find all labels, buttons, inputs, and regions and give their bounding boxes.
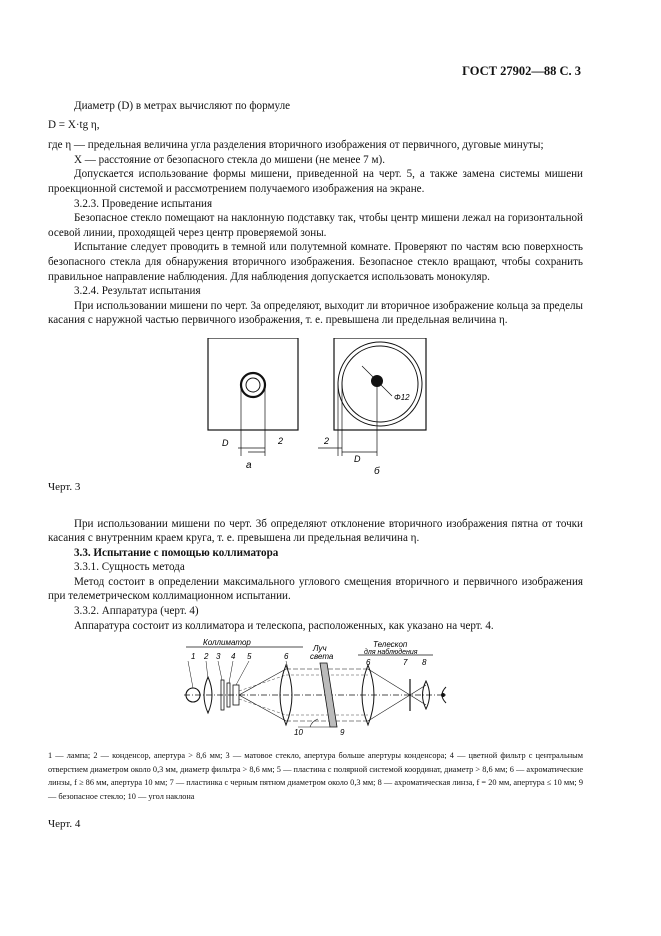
paragraph: Допускается использование формы мишени, приведенной на черт. 5, а также замена системы мишени проекционной системой и рассмотрением получаемого изображения на экране.: [48, 168, 583, 195]
target-a-inner: [246, 378, 260, 392]
paragraph: Испытание следует проводить в темной или полутемной комнате. Проверяют по частям всю поверхность безопасного стекла для обнаружения вторичного изображения. Безопасное стекло вращают, чтобы сохранить правильное направление наблюдения. Для наблюдения допускается использовать монокуляр.: [48, 241, 583, 283]
figure-3-drawing: [48, 338, 583, 478]
dim-2-label: 2: [278, 435, 284, 446]
part-4-label: 4: [231, 652, 236, 662]
figure-4-drawing: [48, 639, 583, 743]
part-2-label: 2: [204, 652, 209, 662]
phi-label: Φ12: [394, 392, 410, 402]
page-header: ГОСТ 27902—88 С. 3: [462, 64, 581, 78]
part-7-label: 7: [403, 658, 408, 668]
section-heading: 3.3. Испытание с помощью коллиматора: [74, 546, 279, 559]
part-8-label: 8: [422, 658, 427, 668]
paragraph: где η — предельная величина угла разделения вторичного изображения от первичного, дуговые минуты;: [48, 139, 544, 152]
formula: D = X·tg η,: [48, 118, 100, 131]
target-a-ring: [241, 373, 265, 397]
section-heading: 3.3.1. Сущность метода: [74, 561, 185, 574]
ray-label-2: света: [310, 652, 334, 662]
part-5-label: 5: [247, 652, 252, 662]
figure-4-caption: Черт. 4: [48, 818, 81, 831]
part-6-label: 6: [284, 652, 289, 662]
part-9-label: 9: [340, 728, 345, 738]
part-10-label: 10: [294, 728, 303, 738]
document-body: [48, 99, 583, 832]
section-heading: 3.3.2. Аппаратура (черт. 4): [74, 605, 199, 618]
paragraph: Диаметр (D) в метрах вычисляют по формуле: [74, 100, 291, 112]
paragraph: Аппаратура состоит из коллиматора и телескопа, расположенных, как указано на черт. 4.: [74, 619, 494, 632]
part-3-label: 3: [216, 652, 221, 662]
ray-label: Луч: [313, 644, 327, 654]
paragraph: Безопасное стекло помещают на наклонную подставку так, чтобы центр мишени лежал на горизонтальной осевой линии, проходящей через центр проверяемой зоны.: [48, 212, 583, 239]
figure-4-legend: 1 — лампа; 2 — конденсор, апертура > 8,6 мм; 3 — матовое стекло, апертура больше апертуры конденсора; 4 — цветной фильтр с центральным отверстием диаметром около 0,3 мм, диаметр фильтра > 8,6 мм; 5 — пластина с полярной системой координат, диаметр > 8,6 мм; 6 — ахроматические линзы, f ≥ 86 мм, апертура 10 мм; 7 — пластинка с черным пятном диаметром около 0,3 мм; 8 — ахроматическая линза, f = 20 мм, апертура ≤ 10 мм; 9 — безопасное стекло; 10 — угол наклона: [48, 751, 583, 801]
paragraph: При использовании мишени по черт. 3б определяют отклонение вторичного изображения пятна от точки касания с внутренним краем круга, т. е. превышена ли предельная величина η.: [48, 517, 583, 545]
dim-d-label: D: [354, 453, 361, 464]
section-heading: 3.2.4. Результат испытания: [74, 285, 201, 298]
observation-label: для наблюдения: [364, 649, 418, 657]
part-6b-label: 6: [366, 658, 371, 668]
part-1-label: 1: [191, 652, 196, 662]
paragraph: X — расстояние от безопасного стекла до мишени (не менее 7 м).: [74, 153, 385, 166]
figure-3-caption: Черт. 3: [48, 480, 81, 493]
label-a: а: [246, 459, 252, 471]
safety-glass-icon: [320, 663, 337, 727]
section-heading: 3.2.3. Проведение испытания: [74, 197, 213, 210]
figure-4: [48, 639, 583, 743]
figure-3: [48, 338, 583, 478]
paragraph: Метод состоит в определении максимального углового смещения вторичного и первичного изображения при телеметрическом коллимационном испытании.: [48, 575, 583, 603]
dim-2-label: 2: [324, 435, 330, 446]
collimator-label: Коллиматор: [203, 639, 251, 648]
paragraph: При использовании мишени по черт. 3а определяют, выходит ли вторичное изображение кольца за пределы касания с наружной частью первичного изображения, т. е. превышена ли предельная величина η.: [48, 299, 583, 327]
target-a-frame: [208, 338, 298, 430]
label-b: б: [374, 465, 380, 477]
telescope-label: Телескоп: [373, 640, 408, 650]
dim-d-label: D: [222, 437, 229, 448]
